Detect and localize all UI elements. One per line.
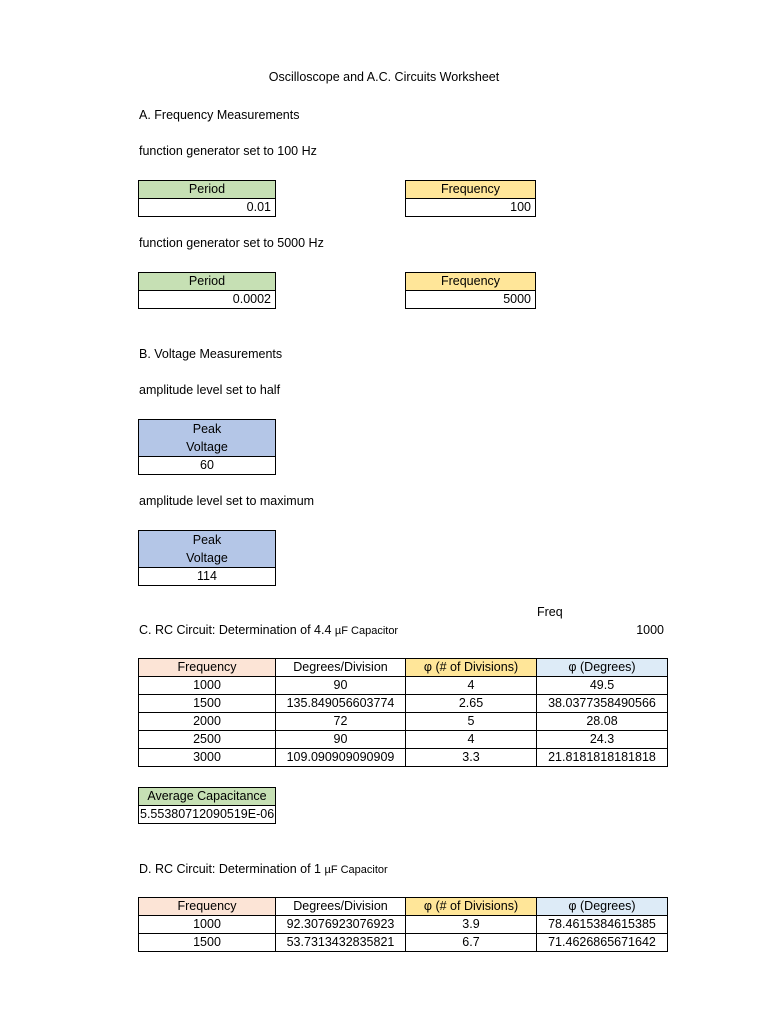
section-d-heading-unit: µF Capacitor xyxy=(324,864,388,876)
section-b-heading: B. Voltage Measurements xyxy=(139,347,283,361)
col-header-divisions: φ (# of Divisions) xyxy=(406,898,537,916)
table-row xyxy=(139,749,668,767)
cell-degrees-per-division[interactable]: 135.849056603774 xyxy=(276,695,406,713)
section-c-heading-text: C. RC Circuit: Determination of 4.4 xyxy=(139,623,335,637)
worksheet-title: Oscilloscope and A.C. Circuits Worksheet xyxy=(268,70,500,84)
cell-degrees[interactable]: 78.4615384615385 xyxy=(537,916,668,934)
table-row xyxy=(139,677,668,695)
col-header-frequency: Frequency xyxy=(139,659,276,677)
col-header-degrees: φ (Degrees) xyxy=(537,659,668,677)
period-value[interactable]: 0.0002 xyxy=(139,291,276,309)
section-b-label-1: amplitude level set to half xyxy=(139,383,281,397)
cell-frequency[interactable]: 1500 xyxy=(139,695,276,713)
cell-divisions[interactable]: 4 xyxy=(406,677,537,695)
cell-divisions[interactable]: 4 xyxy=(406,731,537,749)
section-c-table xyxy=(138,658,668,767)
section-a-heading: A. Frequency Measurements xyxy=(139,108,300,122)
cell-degrees-per-division[interactable]: 109.090909090909 xyxy=(276,749,406,767)
section-d-heading-text: D. RC Circuit: Determination of 1 xyxy=(139,862,325,876)
section-c-heading xyxy=(139,623,398,637)
cell-degrees[interactable]: 71.4626865671642 xyxy=(537,934,668,952)
peak-voltage-header xyxy=(139,531,276,568)
cell-degrees-per-division[interactable]: 72 xyxy=(276,713,406,731)
col-header-divisions: φ (# of Divisions) xyxy=(406,659,537,677)
table-row xyxy=(139,916,668,934)
table-row xyxy=(139,934,668,952)
frequency-value[interactable]: 5000 xyxy=(406,291,536,309)
peak-voltage-header-line2: Voltage xyxy=(186,440,228,454)
cell-degrees-per-division[interactable]: 53.7313432835821 xyxy=(276,934,406,952)
section-b-label-2: amplitude level set to maximum xyxy=(139,494,315,508)
cell-divisions[interactable]: 3.9 xyxy=(406,916,537,934)
table-row xyxy=(139,731,668,749)
col-header-degrees-per-division: Degrees/Division xyxy=(276,659,406,677)
cell-frequency[interactable]: 1000 xyxy=(139,916,276,934)
table-header-row xyxy=(139,898,668,916)
average-capacitance-table xyxy=(138,787,276,824)
peak-voltage-table-1 xyxy=(138,419,276,475)
frequency-header: Frequency xyxy=(406,181,536,199)
average-capacitance-header: Average Capacitance xyxy=(139,788,276,806)
section-c-heading-unit: µF Capacitor xyxy=(334,625,399,637)
cell-degrees-per-division[interactable]: 92.3076923076923 xyxy=(276,916,406,934)
cell-divisions[interactable]: 3.3 xyxy=(406,749,537,767)
cell-degrees[interactable]: 49.5 xyxy=(537,677,668,695)
average-capacitance-value[interactable]: 5.55380712090519E-06 xyxy=(139,806,276,824)
section-d-heading xyxy=(139,862,388,876)
cell-divisions[interactable]: 2.65 xyxy=(406,695,537,713)
cell-degrees[interactable]: 28.08 xyxy=(537,713,668,731)
peak-voltage-value[interactable]: 114 xyxy=(139,568,276,586)
freq-value: 1000 xyxy=(636,623,664,637)
cell-frequency[interactable]: 2500 xyxy=(139,731,276,749)
frequency-table-1 xyxy=(405,180,536,217)
table-row xyxy=(139,695,668,713)
cell-degrees[interactable]: 21.8181818181818 xyxy=(537,749,668,767)
peak-voltage-table-2 xyxy=(138,530,276,586)
cell-degrees-per-division[interactable]: 90 xyxy=(276,731,406,749)
cell-frequency[interactable]: 3000 xyxy=(139,749,276,767)
section-a-label-1: function generator set to 100 Hz xyxy=(139,144,317,158)
peak-voltage-header-line1: Peak xyxy=(192,422,222,436)
period-table-2 xyxy=(138,272,276,309)
col-header-frequency: Frequency xyxy=(139,898,276,916)
section-d-table xyxy=(138,897,668,952)
period-table-1 xyxy=(138,180,276,217)
peak-voltage-header-line1: Peak xyxy=(192,533,222,547)
freq-label: Freq xyxy=(537,605,563,619)
table-row xyxy=(139,713,668,731)
cell-divisions[interactable]: 6.7 xyxy=(406,934,537,952)
table-header-row xyxy=(139,659,668,677)
cell-frequency[interactable]: 2000 xyxy=(139,713,276,731)
cell-divisions[interactable]: 5 xyxy=(406,713,537,731)
peak-voltage-header xyxy=(139,420,276,457)
cell-frequency[interactable]: 1500 xyxy=(139,934,276,952)
col-header-degrees: φ (Degrees) xyxy=(537,898,668,916)
cell-degrees[interactable]: 38.0377358490566 xyxy=(537,695,668,713)
cell-degrees[interactable]: 24.3 xyxy=(537,731,668,749)
peak-voltage-value[interactable]: 60 xyxy=(139,457,276,475)
period-header: Period xyxy=(139,181,276,199)
col-header-degrees-per-division: Degrees/Division xyxy=(276,898,406,916)
cell-frequency[interactable]: 1000 xyxy=(139,677,276,695)
period-header: Period xyxy=(139,273,276,291)
section-a-label-2: function generator set to 5000 Hz xyxy=(139,236,324,250)
peak-voltage-header-line2: Voltage xyxy=(186,551,228,565)
frequency-header: Frequency xyxy=(406,273,536,291)
frequency-table-2 xyxy=(405,272,536,309)
cell-degrees-per-division[interactable]: 90 xyxy=(276,677,406,695)
frequency-value[interactable]: 100 xyxy=(406,199,536,217)
period-value[interactable]: 0.01 xyxy=(139,199,276,217)
